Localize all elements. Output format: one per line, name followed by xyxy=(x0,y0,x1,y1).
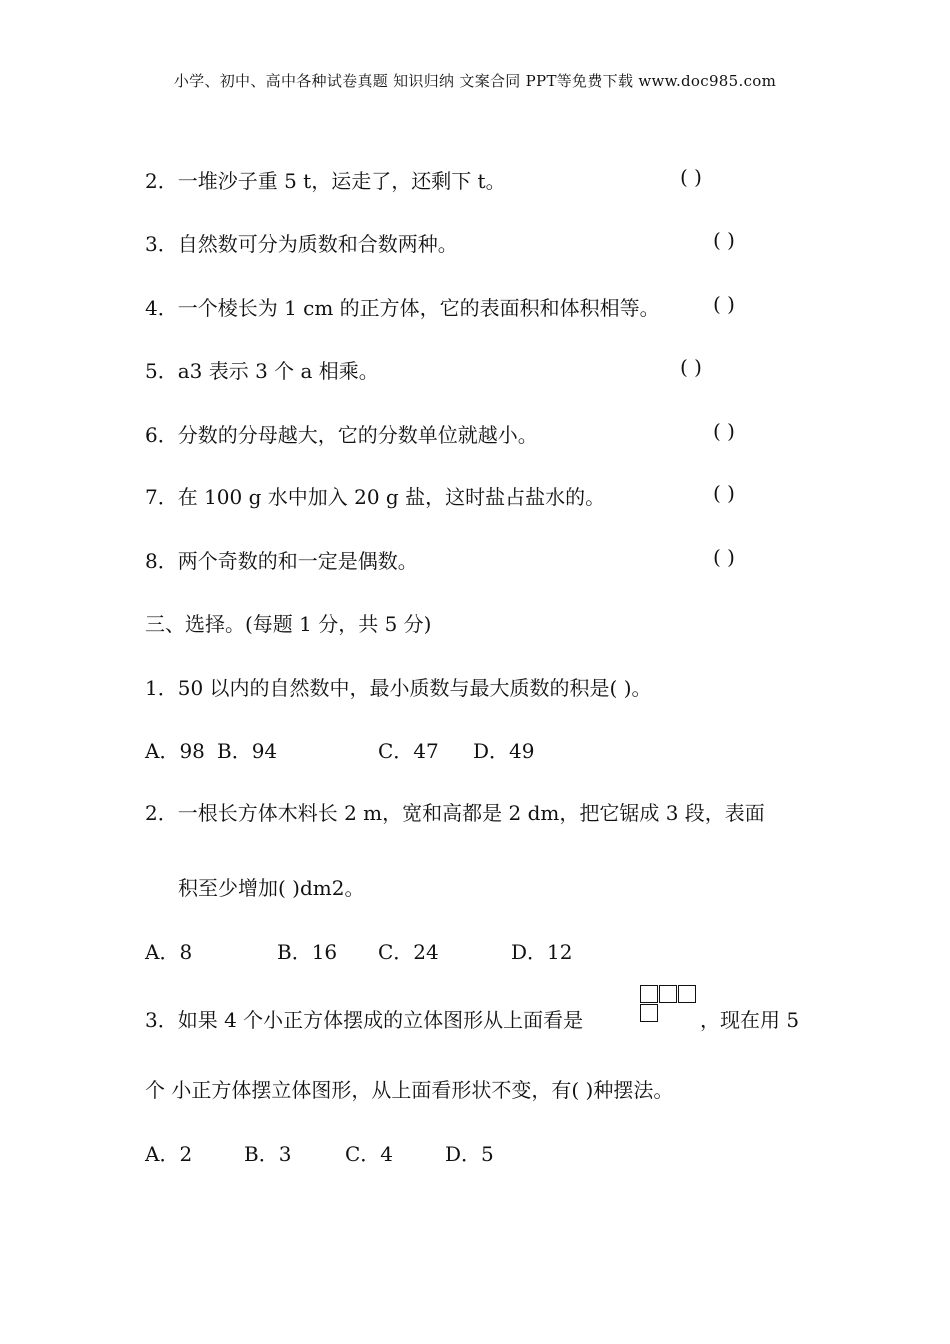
judge-item-5: 5．a3 表示 3 个 a 相乘。 xyxy=(145,359,379,383)
q1-option-d[interactable]: D．49 xyxy=(473,739,535,763)
question-3-line1a: 3．如果 4 个小正方体摆成的立体图形从上面看是 xyxy=(145,1008,584,1032)
judge-item-6: 6．分数的分母越大，它的分数单位就越小。 xyxy=(145,423,538,447)
question-2-line1: 2．一根长方体木料长 2 m，宽和高都是 2 dm，把它锯成 3 段，表面 xyxy=(145,801,765,825)
answer-paren-8[interactable]: ( ) xyxy=(713,545,735,569)
q2-option-b[interactable]: B．16 xyxy=(277,940,338,964)
section-title: 三、选择。(每题 1 分，共 5 分) xyxy=(145,612,432,636)
q2-option-d[interactable]: D．12 xyxy=(511,940,573,964)
question-2-line2: 积至少增加( )dm2。 xyxy=(178,876,365,900)
figure-cell xyxy=(640,985,658,1003)
page-header: 小学、初中、高中各种试卷真题 知识归纳 文案合同 PPT等免费下载 www.doc985.com xyxy=(173,72,777,90)
judge-item-2: 2．一堆沙子重 5 t，运走了，还剩下 t。 xyxy=(145,169,506,193)
q2-option-a[interactable]: A．8 xyxy=(145,940,193,964)
top-view-figure xyxy=(640,985,697,1023)
figure-cell xyxy=(640,1004,658,1022)
answer-paren-3[interactable]: ( ) xyxy=(713,228,735,252)
question-3-line2: 个 小正方体摆立体图形，从上面看形状不变，有( )种摆法。 xyxy=(145,1078,674,1102)
judge-item-4: 4．一个棱长为 1 cm 的正方体，它的表面积和体积相等。 xyxy=(145,296,660,320)
answer-paren-5[interactable]: ( ) xyxy=(680,355,702,379)
figure-cell xyxy=(678,985,696,1003)
answer-paren-2[interactable]: ( ) xyxy=(680,165,702,189)
q1-option-a[interactable]: A．98 xyxy=(145,739,205,763)
judge-item-3: 3．自然数可分为质数和合数两种。 xyxy=(145,232,458,256)
q3-option-d[interactable]: D．5 xyxy=(445,1142,494,1166)
judge-item-8: 8．两个奇数的和一定是偶数。 xyxy=(145,549,418,573)
q1-option-c[interactable]: C．47 xyxy=(378,739,439,763)
q1-option-b[interactable]: B．94 xyxy=(217,739,278,763)
figure-cell xyxy=(659,985,677,1003)
q3-option-b[interactable]: B．3 xyxy=(244,1142,292,1166)
q3-option-a[interactable]: A．2 xyxy=(145,1142,193,1166)
question-1: 1．50 以内的自然数中，最小质数与最大质数的积是( )。 xyxy=(145,676,652,700)
judge-item-7: 7．在 100 g 水中加入 20 g 盐，这时盐占盐水的。 xyxy=(145,485,606,509)
question-3-line1b: ，现在用 5 xyxy=(700,1008,800,1032)
q3-option-c[interactable]: C．4 xyxy=(345,1142,394,1166)
answer-paren-7[interactable]: ( ) xyxy=(713,481,735,505)
answer-paren-4[interactable]: ( ) xyxy=(713,292,735,316)
answer-paren-6[interactable]: ( ) xyxy=(713,419,735,443)
q2-option-c[interactable]: C．24 xyxy=(378,940,439,964)
